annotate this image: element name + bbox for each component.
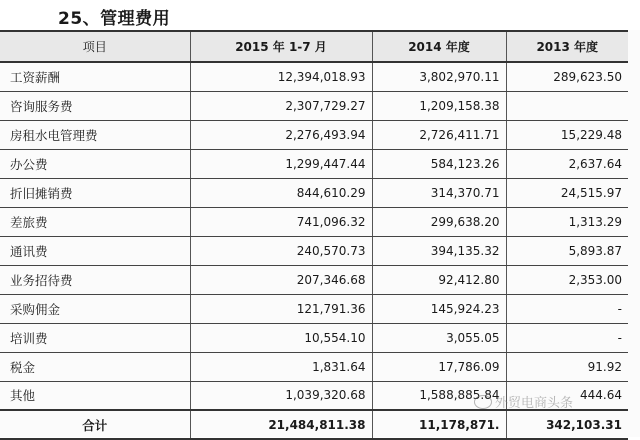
row-item: 房租水电管理费	[0, 120, 190, 149]
row-value-2013: 5,893.87	[506, 236, 628, 265]
row-value-2015: 12,394,018.93	[190, 62, 372, 91]
row-value-2013: 289,623.50	[506, 62, 628, 91]
row-value-2015: 2,276,493.94	[190, 120, 372, 149]
table-row	[0, 265, 628, 294]
row-value-2014: 145,924.23	[372, 294, 506, 323]
table-row	[0, 294, 628, 323]
row-item: 采购佣金	[0, 294, 190, 323]
table-row	[0, 149, 628, 178]
row-value-2013: 15,229.48	[506, 120, 628, 149]
header-2014: 2014 年度	[372, 31, 506, 62]
section-title: 25、管理费用	[58, 9, 171, 29]
row-item: 通讯费	[0, 236, 190, 265]
row-item: 办公费	[0, 149, 190, 178]
row-value-2015: 240,570.73	[190, 236, 372, 265]
header-2015: 2015 年 1-7 月	[190, 31, 372, 62]
row-value-2013: 24,515.97	[506, 178, 628, 207]
row-value-2013: 2,637.64	[506, 149, 628, 178]
total-row	[0, 410, 628, 439]
row-item: 工资薪酬	[0, 62, 190, 91]
row-value-2015: 2,307,729.27	[190, 91, 372, 120]
total-value-2013: 342,103.31	[506, 410, 628, 439]
header-item: 项目	[0, 31, 190, 62]
row-item: 业务招待费	[0, 265, 190, 294]
row-value-2013: 1,313.29	[506, 207, 628, 236]
row-value-2014: 314,370.71	[372, 178, 506, 207]
row-value-2013: -	[506, 294, 628, 323]
total-value-2015: 21,484,811.38	[190, 410, 372, 439]
table-row	[0, 91, 628, 120]
row-value-2015: 207,346.68	[190, 265, 372, 294]
row-value-2013: 2,353.00	[506, 265, 628, 294]
header-2013: 2013 年度	[506, 31, 628, 62]
watermark-text: 外贸电商头条	[495, 396, 574, 411]
row-item: 差旅费	[0, 207, 190, 236]
row-value-2013: -	[506, 323, 628, 352]
table-row	[0, 236, 628, 265]
row-item: 税金	[0, 352, 190, 381]
total-value-2014: 11,178,871.	[372, 410, 506, 439]
row-value-2014: 3,055.05	[372, 323, 506, 352]
row-value-2014: 3,802,970.11	[372, 62, 506, 91]
row-value-2014: 394,135.32	[372, 236, 506, 265]
row-value-2013: 91.92	[506, 352, 628, 381]
row-value-2014: 299,638.20	[372, 207, 506, 236]
table-header-row	[0, 31, 628, 62]
watermark	[474, 392, 573, 411]
wechat-icon	[474, 395, 492, 409]
row-value-2014: 2,726,411.71	[372, 120, 506, 149]
row-value-2013	[506, 91, 628, 120]
table-row	[0, 207, 628, 236]
table-row	[0, 120, 628, 149]
management-expense-table	[0, 30, 628, 440]
row-item: 其他	[0, 381, 190, 410]
row-item: 咨询服务费	[0, 91, 190, 120]
row-value-2015: 1,039,320.68	[190, 381, 372, 410]
row-value-2015: 1,299,447.44	[190, 149, 372, 178]
row-value-2015: 741,096.32	[190, 207, 372, 236]
total-label: 合计	[0, 410, 190, 439]
row-item: 培训费	[0, 323, 190, 352]
row-value-2015: 844,610.29	[190, 178, 372, 207]
row-value-2015: 1,831.64	[190, 352, 372, 381]
expense-table-sheet	[0, 30, 640, 437]
row-value-2014: 92,412.80	[372, 265, 506, 294]
row-item: 折旧摊销费	[0, 178, 190, 207]
row-value-2015: 121,791.36	[190, 294, 372, 323]
row-value-2015: 10,554.10	[190, 323, 372, 352]
row-value-2014: 584,123.26	[372, 149, 506, 178]
row-value-2014: 1,588,885.84	[372, 381, 506, 410]
table-row	[0, 62, 628, 91]
row-value-2014: 1,209,158.38	[372, 91, 506, 120]
table-row	[0, 352, 628, 381]
table-row	[0, 178, 628, 207]
row-value-2014: 17,786.09	[372, 352, 506, 381]
table-row	[0, 323, 628, 352]
row-value-2013: 444.64	[506, 381, 628, 410]
